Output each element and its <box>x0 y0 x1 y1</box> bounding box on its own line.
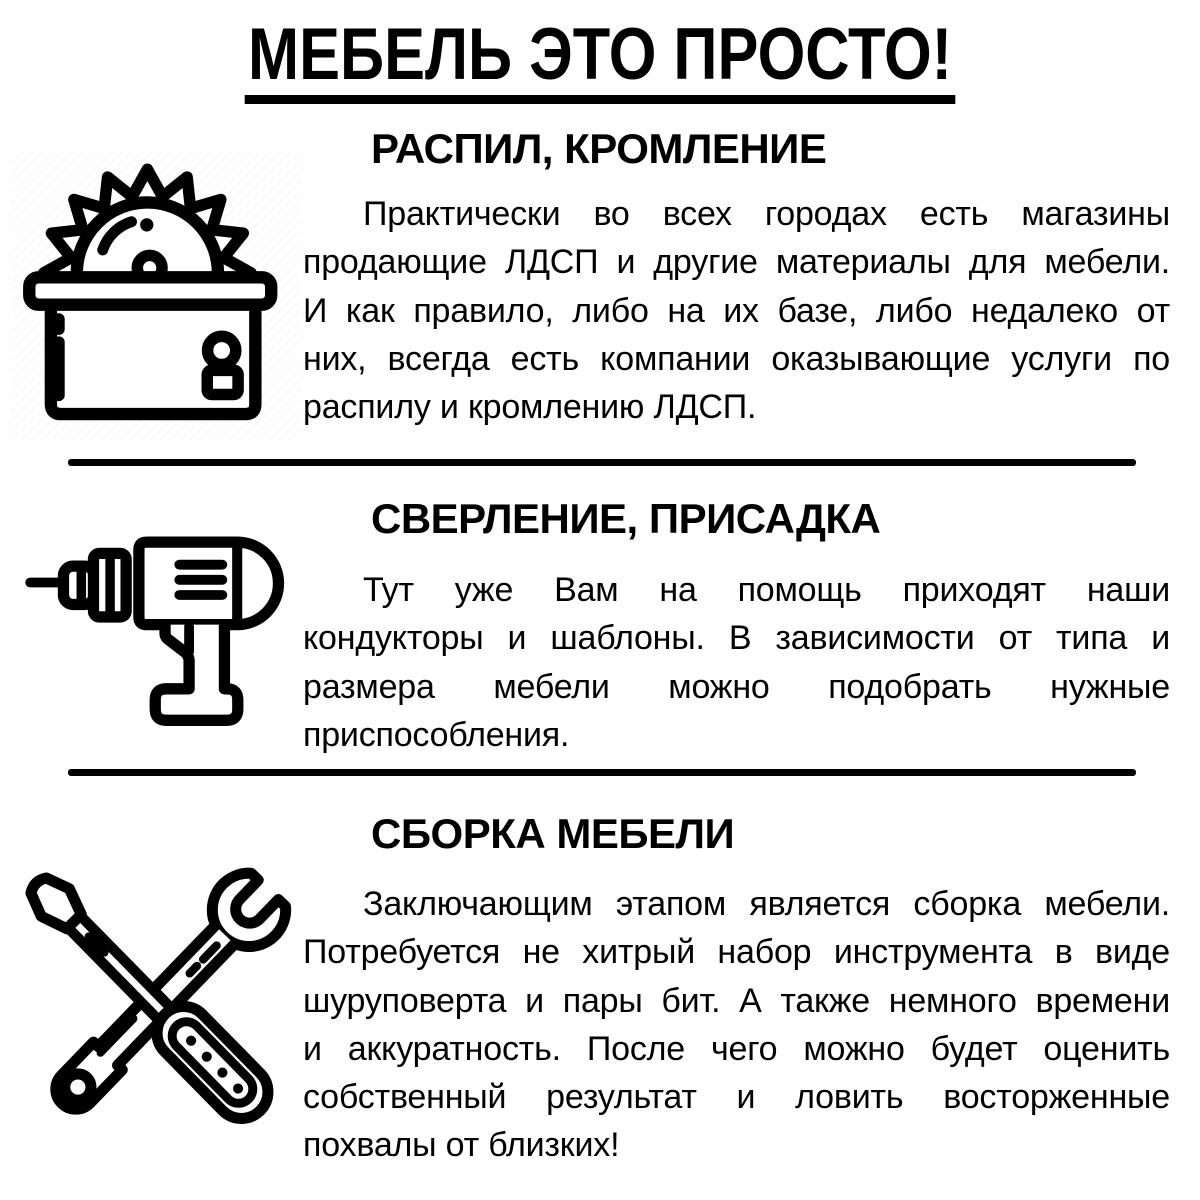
paragraph-line: похвалы от близких! <box>303 1126 620 1165</box>
section-divider <box>68 769 1136 776</box>
paragraph-line: Тут уже Вам на помощь приходят наши <box>363 571 1170 609</box>
paragraph-line: продающие ЛДСП и другие материалы для мебели. <box>303 243 1170 282</box>
paragraph-line: и аккуратность. После чего можно будет оценить <box>303 1029 1170 1068</box>
crossed-tools-icon <box>10 860 308 1158</box>
section-3-heading: СБОРКА МЕБЕЛИ <box>371 810 735 857</box>
section-2-paragraph <box>303 566 1170 759</box>
paragraph-line: Потребуется не хитрый набор инструмента в виде <box>303 933 1170 972</box>
paragraph-line: Заключающим этапом является сборка мебели. <box>363 885 1170 923</box>
section-1-heading: РАСПИЛ, КРОМЛЕНИЕ <box>371 125 827 172</box>
paragraph-line: И как правило, либо на их базе, либо недалеко от <box>303 291 1170 330</box>
section-1-paragraph <box>303 190 1170 431</box>
paragraph-line: распилу и кромлению ЛДСП. <box>303 388 757 427</box>
table-saw-icon <box>12 152 300 440</box>
paragraph-line: Практически во всех городах есть магазины <box>363 195 1170 233</box>
paragraph-line: приспособления. <box>303 715 570 754</box>
section-3-paragraph <box>303 880 1170 1170</box>
paragraph-line: собственный результат и ловить восторженные <box>303 1078 1170 1117</box>
title-wrap <box>0 14 1200 104</box>
section-2-heading: СВЕРЛЕНИЕ, ПРИСАДКА <box>371 495 881 542</box>
paragraph-line: них, всегда есть компании оказывающие услуги по <box>303 339 1170 378</box>
section-divider <box>68 459 1136 466</box>
drill-icon <box>10 522 307 760</box>
paragraph-line: размера мебели можно подобрать нужные <box>303 667 1170 706</box>
paragraph-line: шуруповерта и пары бит. А также немного времени <box>303 981 1170 1020</box>
page-title: МЕБЕЛЬ ЭТО ПРОСТО! <box>245 18 956 104</box>
paragraph-line: кондукторы и шаблоны. В зависимости от типа и <box>303 619 1170 658</box>
